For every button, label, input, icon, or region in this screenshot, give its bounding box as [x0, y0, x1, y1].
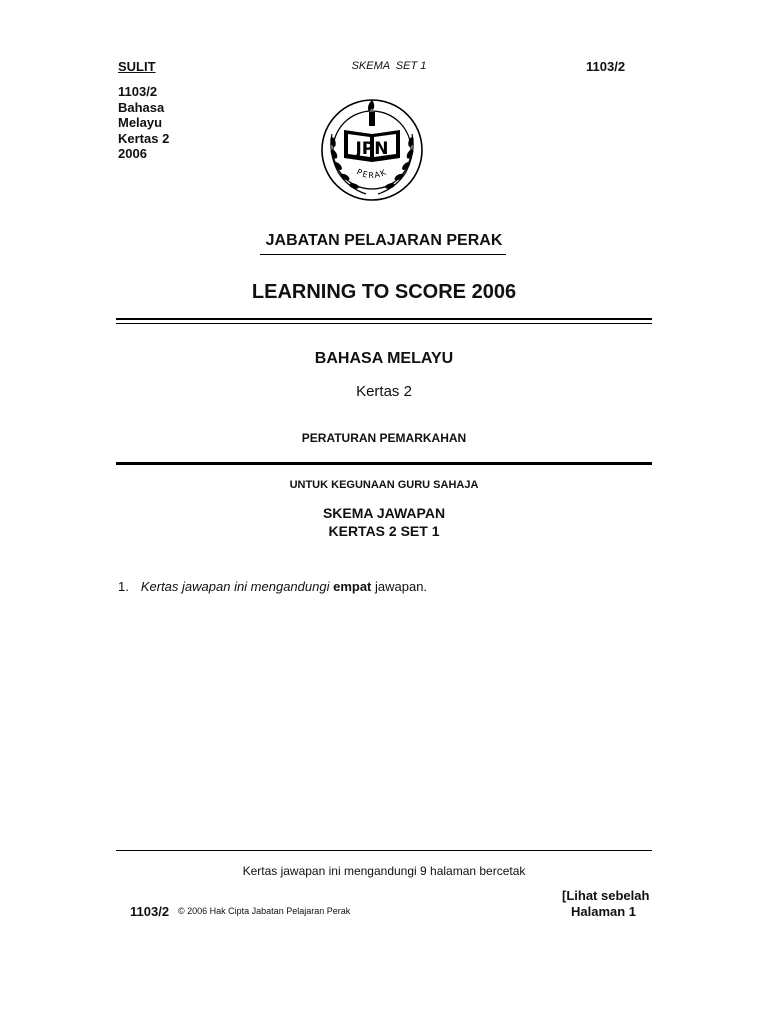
paper-info-paper: Kertas 2 [118, 130, 170, 146]
jpn-perak-crest-icon [318, 94, 426, 204]
teacher-note: UNTUK KEGUNAAN GURU SAHAJA [289, 479, 479, 491]
double-rule-top [116, 318, 652, 320]
footer-pages-note: Kertas jawapan ini mengandungi 9 halaman bercetak [242, 864, 526, 878]
crest-letters: JPN [355, 139, 389, 159]
header-paper-code: 1103/2 [586, 59, 626, 74]
marking-title: PERATURAN PEMARKAHAN [301, 431, 467, 445]
department-underline [260, 254, 506, 255]
footer-see-next: [Lihat sebelah [562, 888, 650, 903]
paper-info-year: 2006 [118, 146, 147, 161]
scheme-title: SKEMA JAWAPAN [322, 505, 446, 521]
instruction-line [118, 579, 427, 594]
header-skema-set: SKEMA SET 1 [351, 60, 427, 72]
svg-text:PERAK [355, 167, 389, 180]
paper-info-code: 1103/2 [118, 84, 158, 99]
instruction-text-end: jawapan. [371, 579, 428, 594]
subject-title: BAHASA MELAYU [314, 350, 454, 367]
footer-paper-code: 1103/2 [130, 904, 170, 919]
paper-info-subject-2: Melayu [118, 115, 163, 130]
department-title: JABATAN PELAJARAN PERAK [265, 232, 503, 249]
paper-label: Kertas 2 [356, 383, 412, 400]
section-rule [116, 462, 652, 465]
instruction-text: Kertas jawapan ini mengandungi [140, 579, 334, 594]
instruction-number: 1. [118, 579, 129, 594]
instruction-emphasis: empat [333, 579, 372, 594]
double-rule-bottom [116, 323, 652, 324]
paper-info-subject-1: Bahasa [118, 99, 165, 115]
footer-page-number: Halaman 1 [571, 904, 637, 919]
program-title: LEARNING TO SCORE 2006 [251, 281, 517, 303]
crest-ring-text: PERAK [355, 167, 389, 181]
header-sulit: SULIT [118, 59, 156, 74]
footer-rule [116, 850, 652, 851]
paper-info [118, 84, 169, 162]
scheme-subtitle: KERTAS 2 SET 1 [328, 523, 440, 539]
footer-copyright: © 2006 Hak Cipta Jabatan Pelajaran Perak [178, 906, 351, 916]
